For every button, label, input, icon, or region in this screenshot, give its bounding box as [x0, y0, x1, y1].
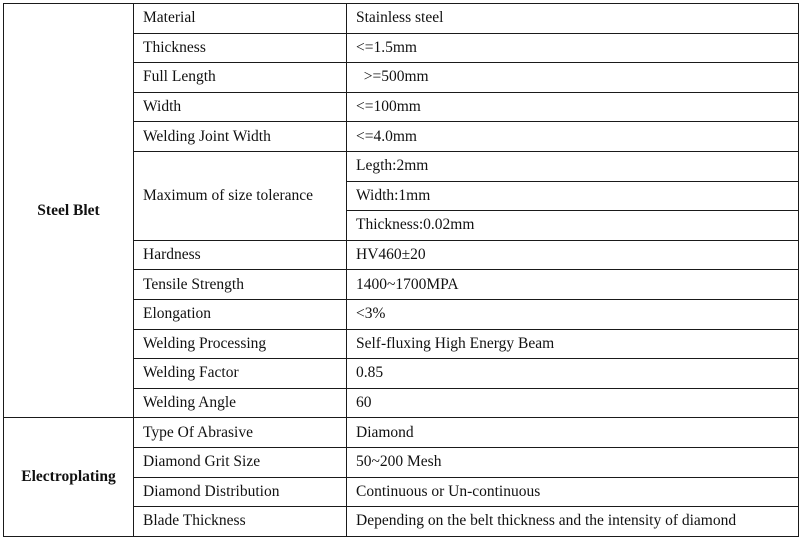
- property-value: Continuous or Un-continuous: [347, 477, 799, 507]
- property-label: Diamond Grit Size: [134, 447, 347, 477]
- property-label: Diamond Distribution: [134, 477, 347, 507]
- property-label: Maximum of size tolerance: [134, 151, 347, 240]
- property-label: Welding Angle: [134, 388, 347, 418]
- property-value: Self-fluxing High Energy Beam: [347, 329, 799, 359]
- property-value: <=1.5mm: [347, 33, 799, 63]
- property-label: Type Of Abrasive: [134, 418, 347, 448]
- property-value: 60: [347, 388, 799, 418]
- property-label: Elongation: [134, 299, 347, 329]
- property-label: Tensile Strength: [134, 270, 347, 300]
- property-value: Stainless steel: [347, 4, 799, 34]
- property-value: <=4.0mm: [347, 122, 799, 152]
- property-label: Material: [134, 4, 347, 34]
- property-label: Blade Thickness: [134, 507, 347, 537]
- property-value: Depending on the belt thickness and the intensity of diamond: [347, 507, 799, 537]
- property-label: Full Length: [134, 63, 347, 93]
- property-value: >=500mm: [347, 63, 799, 93]
- property-value: Thickness:0.02mm: [347, 211, 799, 241]
- property-value: 50~200 Mesh: [347, 447, 799, 477]
- property-value: Diamond: [347, 418, 799, 448]
- property-value: Legth:2mm: [347, 151, 799, 181]
- table-row: [4, 4, 799, 34]
- property-value: <3%: [347, 299, 799, 329]
- property-label: Welding Joint Width: [134, 122, 347, 152]
- property-value: <=100mm: [347, 92, 799, 122]
- property-value: HV460±20: [347, 240, 799, 270]
- section-title: Electroplating: [4, 418, 134, 536]
- property-value: 1400~1700MPA: [347, 270, 799, 300]
- property-label: Hardness: [134, 240, 347, 270]
- property-label: Welding Processing: [134, 329, 347, 359]
- property-value: 0.85: [347, 359, 799, 389]
- property-label: Thickness: [134, 33, 347, 63]
- specification-table: [3, 3, 799, 537]
- table-row: [4, 418, 799, 448]
- property-label: Welding Factor: [134, 359, 347, 389]
- property-value: Width:1mm: [347, 181, 799, 211]
- property-label: Width: [134, 92, 347, 122]
- section-title: Steel Blet: [4, 4, 134, 418]
- specification-table-body: [4, 4, 799, 537]
